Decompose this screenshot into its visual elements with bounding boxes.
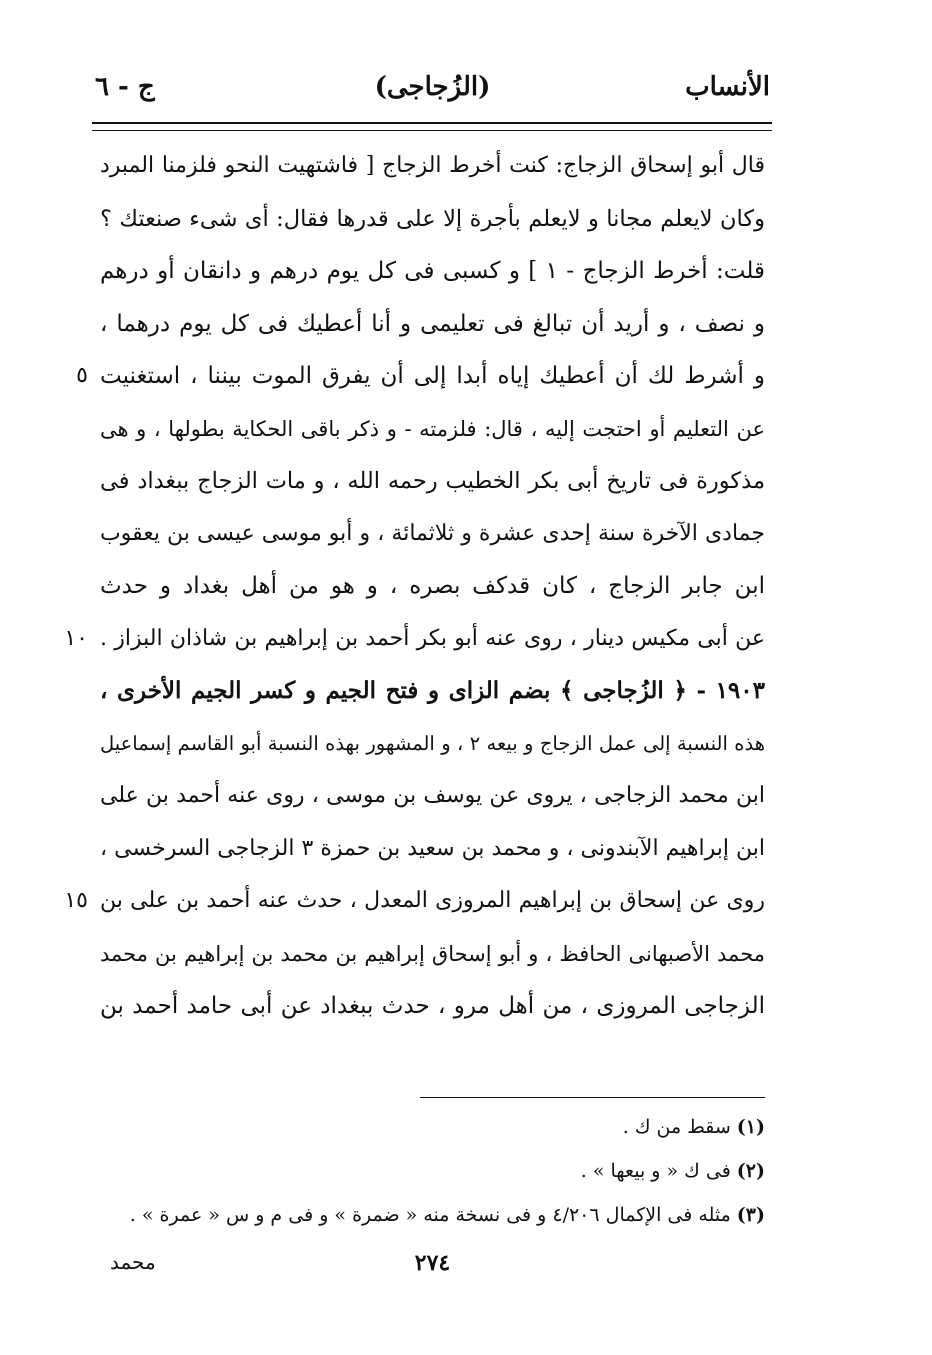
footnote-text: مثله فى الإكمال ٤/٢٠٦ و فى نسخة منه « ضمرة » و فى م و س « عمرة » . bbox=[129, 1204, 731, 1226]
text-line bbox=[76, 350, 765, 403]
text-line-content: ابن إبراهيم الآبندونى ، و محمد بن سعيد بن حمزة ٣ الزجاجى السرخسى ، bbox=[100, 835, 765, 861]
text-line-content: مذكورة فى تاريخ أبى بكر الخطيب رحمه الله ، و مات الزجاج ببغداد فى bbox=[100, 468, 765, 494]
text-line-content: محمد الأصبهانى الحافظ ، و أبو إسحاق إبراهيم بن محمد بن إبراهيم بن محمد bbox=[100, 941, 765, 966]
text-line bbox=[100, 770, 765, 823]
text-line-content: عن التعليم أو احتجت إليه ، قال: فلزمته - و ذكر باقى الحكاية بطولها ، و هى bbox=[100, 416, 765, 441]
text-line bbox=[100, 455, 765, 508]
line-number: ١٥ bbox=[64, 888, 88, 913]
text-line-content: قلت: أخرط الزجاج - ١ ] و كسبى فى كل يوم درهم و دانقان أو درهم bbox=[100, 258, 766, 284]
footnote-rule bbox=[420, 1097, 765, 1098]
text-line bbox=[100, 560, 765, 613]
page-number: ٢٧٤ bbox=[414, 1250, 451, 1276]
footnote-number: (٣) bbox=[736, 1204, 765, 1226]
text-line bbox=[100, 245, 765, 298]
text-line bbox=[100, 823, 765, 876]
footnote bbox=[100, 1193, 765, 1237]
text-line-content: و أشرط لك أن أعطيك إياه أبدا إلى أن يفرق الموت بيننا ، استغنيت bbox=[100, 363, 765, 389]
text-line-content: ابن محمد الزجاجى ، يروى عن يوسف بن موسى ، روى عنه أحمد بن على bbox=[100, 783, 765, 808]
footnotes bbox=[100, 1105, 765, 1237]
line-number: ٥ bbox=[76, 363, 88, 388]
header-book-title: الأنساب bbox=[685, 72, 770, 102]
text-line bbox=[64, 613, 765, 666]
header-entry-title: (الزُجاجى) bbox=[374, 72, 491, 102]
text-line-content: ١٩٠٣ - ﴿ الزُجاجى ﴾ بضم الزاى و فتح الجيم و كسر الجيم الأخرى ، bbox=[100, 677, 765, 704]
text-line bbox=[100, 193, 765, 246]
text-line-content: قال أبو إسحاق الزجاج: كنت أخرط الزجاج [ فاشتهيت النحو فلزمنا المبرد bbox=[100, 153, 765, 178]
text-line-content: و نصف ، و أريد أن تبالغ فى تعليمى و أنا أعطيك فى كل يوم درهما ، bbox=[100, 310, 765, 337]
page-footer bbox=[95, 1250, 770, 1290]
text-line bbox=[100, 403, 765, 456]
footnote-text: سقط من ك . bbox=[622, 1116, 731, 1138]
footnote bbox=[100, 1105, 765, 1149]
text-line bbox=[100, 928, 765, 981]
footnote-number: (١) bbox=[736, 1116, 765, 1138]
text-line bbox=[100, 665, 765, 718]
text-line bbox=[100, 980, 765, 1033]
text-line-content: روى عن إسحاق بن إبراهيم المروزى المعدل ، حدث عنه أحمد بن على بن bbox=[100, 888, 765, 913]
text-line-content: جمادى الآخرة سنة إحدى عشرة و ثلاثمائة ، و أبو موسى عيسى بن يعقوب bbox=[100, 520, 765, 546]
footnote-text: فى ك « و بيعها » . bbox=[580, 1160, 731, 1182]
header-volume: ج - ٦ bbox=[95, 72, 155, 102]
text-line bbox=[100, 298, 765, 351]
line-number: ١٠ bbox=[64, 625, 88, 651]
footnote bbox=[100, 1149, 765, 1193]
footnote-number: (٢) bbox=[736, 1160, 765, 1182]
text-line-content: عن أبى مكيس دينار ، روى عنه أبو بكر أحمد بن إبراهيم بن شاذان البزاز . bbox=[100, 625, 765, 651]
text-line bbox=[100, 718, 765, 771]
text-line-content: وكان لايعلم مجانا و لايعلم بأجرة إلا على قدرها فقال: أى شىء صنعتك ؟ bbox=[100, 205, 765, 232]
text-line bbox=[100, 140, 765, 193]
text-line bbox=[64, 875, 765, 928]
catchword: محمد bbox=[110, 1250, 156, 1274]
main-text bbox=[64, 140, 766, 1033]
header-rule bbox=[92, 122, 772, 131]
text-line-content: الزجاجى المروزى ، من أهل مرو ، حدث ببغداد عن أبى حامد أحمد بن bbox=[100, 993, 765, 1019]
text-line-content: هذه النسبة إلى عمل الزجاج و بيعه ٢ ، و المشهور بهذه النسبة أبو القاسم إسماعيل bbox=[100, 731, 765, 755]
page-header bbox=[95, 72, 770, 118]
text-line bbox=[100, 508, 765, 561]
text-line-content: ابن جابر الزجاج ، كان قدكف بصره ، و هو من أهل بغداد و حدث bbox=[100, 573, 765, 599]
